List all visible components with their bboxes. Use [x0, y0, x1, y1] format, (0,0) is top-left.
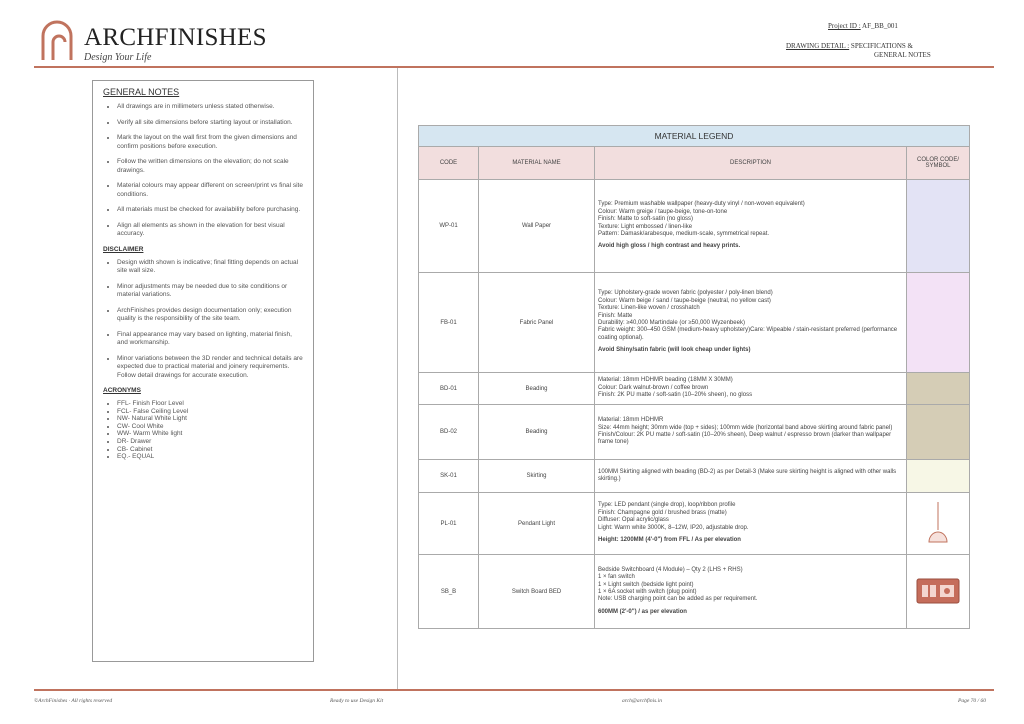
brand-tagline: Design Your Life: [84, 52, 152, 63]
notes-panel: [92, 80, 314, 662]
description-note: Avoid high gloss / high contrast and heavy prints.: [598, 243, 741, 250]
description-line: Type: Premium washable wallpaper (heavy-duty vinyl / non-woven equivalent): [598, 201, 805, 208]
description-line: Light: Warm white 3000K, 8–12W, IP20, adjustable drop.: [598, 524, 749, 531]
switchboard-symbol-cell: [907, 555, 970, 629]
header-material-name: MATERIAL NAME: [479, 147, 595, 180]
description-line: Pattern: Damask/arabesque, medium-scale, symmetrical repeat.: [598, 230, 770, 237]
description-line: Texture: Light embossed / linen-like: [598, 223, 693, 230]
material-description: [595, 373, 907, 405]
description-line: Fabric weight: 300–450 GSM (medium-heavy upholstery)Care: Wipeable / stain-resistant preferred (performance coating optional).: [598, 327, 898, 341]
brand-name: ARCHFINISHES: [84, 24, 267, 51]
material-code: SB_B: [419, 555, 479, 629]
material-name: Skirting: [479, 460, 595, 493]
description-line: Material: 18mm HDHMR beading (18MM X 30MM): [598, 377, 733, 384]
acronyms-list: [103, 400, 303, 461]
project-id: [828, 22, 898, 30]
footer-copyright: ©ArchFinishes · All rights reserved: [34, 698, 113, 704]
table-row: [419, 493, 970, 555]
description-line: Finish/Colour: 2K PU matte / soft-satin (10–20% sheen), Deep walnut / espresso brown (darker than wallpaper frame tone): [598, 432, 892, 446]
list-item: • Final appearance may vary based on lighting, material finish, and workmanship.: [117, 331, 303, 348]
list-item: • Design width shown is indicative; final fitting depends on actual site wall size.: [117, 259, 303, 276]
list-item: • CB- Cabinet: [117, 446, 303, 454]
project-id-label: Project ID :: [828, 22, 861, 30]
list-item: • Material colours may appear different on screen/print vs final site conditions.: [117, 182, 303, 199]
description-line: Finish: Matte to soft-satin (no gloss): [598, 216, 694, 223]
material-description: [595, 493, 907, 555]
header-divider: [34, 66, 994, 68]
list-item: • FCL- False Ceiling Level: [117, 408, 303, 416]
description-line: Texture: Linen-like woven / crosshatch: [598, 305, 700, 312]
list-item: • CW- Cool White: [117, 423, 303, 431]
description-line: 1 × Light switch (bedside light point): [598, 581, 694, 588]
archfinishes-logo-icon: [40, 20, 74, 60]
material-name: Fabric Panel: [479, 273, 595, 373]
list-item: • WW- Warm White light: [117, 430, 303, 438]
header-color-code: COLOR CODE/ SYMBOL: [907, 147, 970, 180]
material-code: BD-02: [419, 405, 479, 460]
list-item: • DR- Drawer: [117, 438, 303, 446]
list-item: • Mark the layout on the wall first from the given dimensions and confirm positions before execution.: [117, 134, 303, 151]
description-note: Height: 1200MM (4'-0") from FFL / As per elevation: [598, 537, 741, 544]
material-description: [595, 180, 907, 273]
pendant-icon: [923, 500, 953, 546]
disclaimer-list: [103, 259, 303, 381]
material-description: [595, 405, 907, 460]
description-line: Note: USB charging point can be added as per requirement.: [598, 596, 758, 603]
switchboard-icon: [916, 578, 960, 604]
project-id-value: AF_BB_001: [862, 22, 898, 30]
list-item: • Follow the written dimensions on the elevation; do not scale drawings.: [117, 158, 303, 175]
list-item: • ArchFinishes provides design documentation only; execution quality is the responsibility of the site team.: [117, 307, 303, 324]
table-row: [419, 273, 970, 373]
description-line: Colour: Warm greige / taupe-beige, tone-on-tone: [598, 208, 728, 215]
footer-page-number: Page 70 / 60: [958, 698, 986, 704]
material-legend-table: [418, 125, 970, 629]
description-line: Type: Upholstery-grade woven fabric (polyester / poly-linen blend): [598, 290, 773, 297]
material-name: Pendant Light: [479, 493, 595, 555]
description-line: 1 × fan switch: [598, 574, 635, 581]
list-item: • FFL- Finish Floor Level: [117, 400, 303, 408]
color-swatch: [907, 460, 970, 493]
footer-kit-label: Ready to use Design Kit: [330, 698, 384, 704]
material-name: Beading: [479, 373, 595, 405]
description-line: 1 × 6A socket with switch (plug point): [598, 589, 697, 595]
description-line: Durability: ≥40,000 Martindale (or ≥50,000 Wyzenbeek): [598, 320, 745, 326]
material-description: [595, 273, 907, 373]
table-row: [419, 180, 970, 273]
material-code: FB-01: [419, 273, 479, 373]
drawing-detail-label: DRAWING DETAIL :: [786, 42, 850, 50]
list-item: • NW- Natural White Light: [117, 415, 303, 423]
list-item: • Verify all site dimensions before starting layout or installation.: [117, 119, 303, 128]
header-code: CODE: [419, 147, 479, 180]
table-row: [419, 555, 970, 629]
column-divider: [397, 68, 398, 689]
description-note: Avoid Shiny/satin fabric (will look cheap under lights): [598, 347, 751, 354]
description-line: Colour: Warm beige / sand / taupe-beige (neutral, no yellow cast): [598, 297, 771, 304]
description-line: Bedside Switchboard (4 Module) – Qty 2 (LHS + RHS): [598, 566, 743, 573]
table-row: [419, 460, 970, 493]
description-line: Diffuser: Opal acrylic/glass: [598, 517, 669, 524]
list-item: • All materials must be checked for availability before purchasing.: [117, 206, 303, 215]
legend-title: MATERIAL LEGEND: [419, 126, 970, 147]
acronyms-title: ACRONYMS: [103, 387, 141, 394]
list-item: • Align all elements as shown in the elevation for best visual accuracy.: [117, 222, 303, 239]
material-description: [595, 460, 907, 493]
color-swatch: [907, 405, 970, 460]
list-item: • EQ.- EQUAL: [117, 453, 303, 461]
footer-email: arch@archfinis.in: [622, 698, 662, 704]
general-notes-title: GENERAL NOTES: [103, 87, 180, 97]
description-line: Finish: Matte: [598, 312, 633, 319]
pendant-symbol-cell: [907, 493, 970, 555]
description-line: 100MM Skirting aligned with beading (BD-2) as per Detail-3 (Make sure skirting height is aligned with other walls skirting.): [598, 468, 897, 482]
description-note: 600MM (2'-0") / as per elevation: [598, 608, 687, 615]
description-line: Size: 44mm height; 30mm wide (top + sides); 100mm wide (horizontal band above skirting around fabric panel): [598, 424, 893, 431]
disclaimer-title: DISCLAIMER: [103, 245, 144, 253]
color-swatch: [907, 373, 970, 405]
list-item: • All drawings are in millimeters unless stated otherwise.: [117, 103, 303, 112]
list-item: • Minor variations between the 3D render and technical details are expected due to practical material and joinery requirements. Follow detail drawings for accurate execution.: [117, 355, 303, 381]
list-item: • Minor adjustments may be needed due to site conditions or material variations.: [117, 283, 303, 300]
general-notes-list: [103, 103, 303, 239]
color-swatch: [907, 273, 970, 373]
drawing-detail-value-2: GENERAL NOTES: [874, 51, 931, 59]
material-code: WP-01: [419, 180, 479, 273]
description-line: Material: 18mm HDHMR: [598, 417, 664, 424]
table-row: [419, 405, 970, 460]
footer-divider: [34, 689, 994, 691]
material-code: PL-01: [419, 493, 479, 555]
color-swatch: [907, 180, 970, 273]
description-line: Type: LED pendant (single drop), loop/ribbon profile: [598, 502, 736, 509]
material-code: SK-01: [419, 460, 479, 493]
material-code: BD-01: [419, 373, 479, 405]
material-name: Beading: [479, 405, 595, 460]
material-name: Wall Paper: [479, 180, 595, 273]
description-line: Finish: Champagne gold / brushed brass (matte): [598, 509, 727, 516]
drawing-detail-value-1: SPECIFICATIONS &: [850, 42, 913, 50]
material-description: [595, 555, 907, 629]
description-line: Finish: 2K PU matte / soft-satin (10–20% sheen), no gloss: [598, 392, 753, 399]
material-name: Switch Board BED: [479, 555, 595, 629]
drawing-detail: [786, 42, 931, 60]
table-row: [419, 373, 970, 405]
header-description: DESCRIPTION: [595, 147, 907, 180]
description-line: Colour: Dark walnut-brown / coffee brown: [598, 384, 709, 391]
